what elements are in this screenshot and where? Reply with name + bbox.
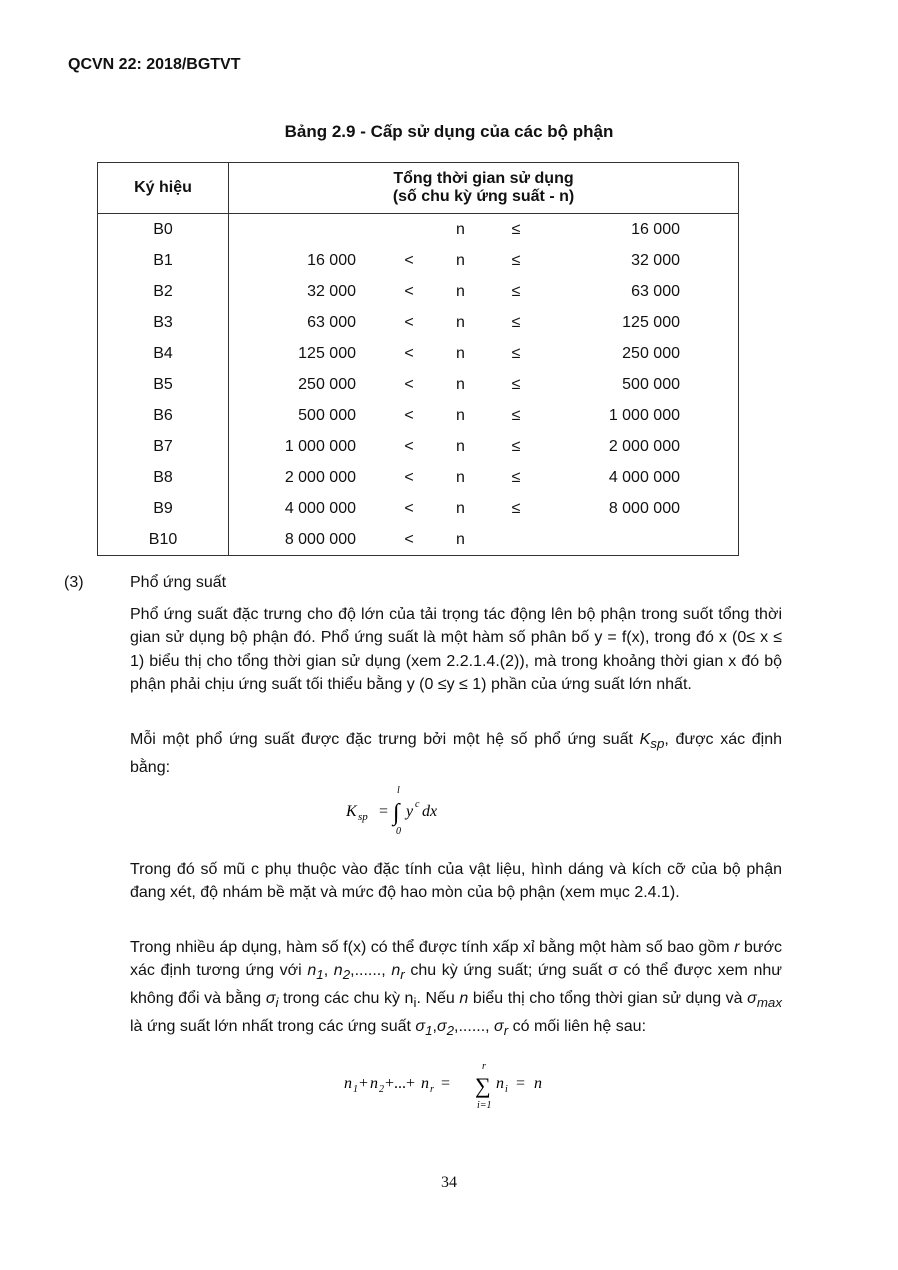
row-symbol: B7 xyxy=(98,431,229,462)
row-symbol: B6 xyxy=(98,400,229,431)
symbol-sigma-i: σ xyxy=(265,990,276,1007)
row-upper-bound: 250 000 xyxy=(622,344,680,362)
row-lower-bound: 63 000 xyxy=(307,313,356,331)
symbol-nr-sub: r xyxy=(400,967,405,983)
symbol-n1: n xyxy=(307,962,317,980)
symbol-n2: n xyxy=(333,962,343,980)
f2-ni: n xyxy=(496,1075,504,1092)
row-less-than: < xyxy=(404,344,414,362)
symbol-sigma-2: σ xyxy=(436,1017,447,1035)
row-usage-range: 63 000 < n ≤ 125 000 xyxy=(229,307,739,338)
row-usage-range: 4 000 000 < n ≤ 8 000 000 xyxy=(229,493,739,524)
formula-ksp-exp: c xyxy=(415,799,420,810)
row-lower-bound: 32 000 xyxy=(307,282,356,300)
row-usage-range: 8 000 000 < n xyxy=(229,524,739,556)
symbol-sigma-max: σ xyxy=(747,990,757,1007)
row-less-than: < xyxy=(404,530,414,548)
symbol-r: r xyxy=(734,939,740,956)
row-less-equal: ≤ xyxy=(511,282,521,300)
usage-class-table xyxy=(97,162,739,556)
row-lower-bound: 250 000 xyxy=(298,375,356,393)
row-upper-bound: 8 000 000 xyxy=(608,499,680,517)
formula-ksp-upper: l xyxy=(397,785,400,796)
row-less-than: < xyxy=(404,251,414,269)
symbol-sigma-r-sub: r xyxy=(503,1022,509,1038)
row-symbol: B5 xyxy=(98,369,229,400)
f2-nr-sub: r xyxy=(430,1084,434,1095)
text: biểu thị cho tổng thời gian sử dụng và xyxy=(468,990,748,1007)
row-lower-bound: 500 000 xyxy=(298,406,356,424)
row-usage-range: n ≤ 16 000 xyxy=(229,214,739,246)
symbol-ni-sub: i xyxy=(413,995,417,1011)
formula-ksp-lower: 0 xyxy=(396,826,401,837)
row-usage-range: 16 000 < n ≤ 32 000 xyxy=(229,245,739,276)
row-symbol: B10 xyxy=(98,524,229,556)
symbol-n2-sub: 2 xyxy=(342,967,351,983)
text: trong các chu kỳ n xyxy=(278,990,414,1007)
row-symbol: B1 xyxy=(98,245,229,276)
row-usage-range: 2 000 000 < n ≤ 4 000 000 xyxy=(229,462,739,493)
table-row xyxy=(98,338,739,369)
row-lower-bound: 16 000 xyxy=(307,251,356,269)
header-usage-line1: Tổng thời gian sử dụng xyxy=(393,170,574,187)
symbol-sigma-1-sub: 1 xyxy=(425,1022,433,1038)
row-less-equal: ≤ xyxy=(511,437,521,455)
table-row xyxy=(98,431,739,462)
f2-n1-sub: 1 xyxy=(353,1084,358,1095)
f2-sum-lower: i=1 xyxy=(477,1100,492,1111)
table-row xyxy=(98,493,739,524)
row-usage-range: 1 000 000 < n ≤ 2 000 000 xyxy=(229,431,739,462)
symbol-nr: n xyxy=(391,962,401,980)
row-less-equal: ≤ xyxy=(511,313,521,331)
text: là ứng suất lớn nhất trong các ứng suất xyxy=(130,1017,416,1035)
table-row xyxy=(98,400,739,431)
row-upper-bound: 1 000 000 xyxy=(608,406,680,424)
symbol-k: K xyxy=(639,731,651,748)
table-header-row xyxy=(98,163,739,214)
row-less-equal: ≤ xyxy=(511,499,521,517)
row-upper-bound: 500 000 xyxy=(622,375,680,393)
f2-rhs: n xyxy=(534,1075,542,1092)
table-caption: Bảng 2.9 - Cấp sử dụng của các bộ phận xyxy=(284,122,614,141)
row-less-equal: ≤ xyxy=(511,406,521,424)
row-lower-bound: 2 000 000 xyxy=(284,468,356,486)
text: bước xác định tương ứng với xyxy=(130,939,783,980)
row-upper-bound: 32 000 xyxy=(631,251,680,269)
paragraph-approximation xyxy=(130,936,782,1042)
text: có mối liên hệ sau: xyxy=(508,1017,647,1035)
row-usage-range: 500 000 < n ≤ 1 000 000 xyxy=(229,400,739,431)
row-less-than: < xyxy=(404,406,414,424)
symbol-n: n xyxy=(459,990,469,1007)
symbol-k-sub: sp xyxy=(650,736,665,752)
row-usage-range: 32 000 < n ≤ 63 000 xyxy=(229,276,739,307)
row-less-than: < xyxy=(404,468,414,486)
formula-ksp-body: y xyxy=(406,803,414,820)
row-lower-bound: 125 000 xyxy=(298,344,356,362)
row-upper-bound: 125 000 xyxy=(622,313,680,331)
row-less-equal: ≤ xyxy=(511,344,521,362)
row-less-than: < xyxy=(404,499,414,517)
f2-sigma: ∑ xyxy=(475,1073,491,1098)
table-row xyxy=(98,524,739,556)
paragraph-exponent: Trong đó số mũ c phụ thuộc vào đặc tính của vật liệu, hình dáng và kích cỡ của bộ phận đang xét, độ nhám bề mặt và mức độ hao mòn của bộ phận (xem mục 2.4.1). xyxy=(130,861,782,902)
f2-n2: n xyxy=(370,1075,378,1092)
text: ,......, xyxy=(350,962,392,980)
section-number: (3) xyxy=(64,574,84,591)
table-row xyxy=(98,462,739,493)
header-symbol: Ký hiệu xyxy=(98,163,229,214)
row-less-than: < xyxy=(404,282,414,300)
row-symbol: B9 xyxy=(98,493,229,524)
formula-ksp-eq: = xyxy=(379,803,389,820)
text: ,......, xyxy=(454,1017,495,1035)
row-symbol: B8 xyxy=(98,462,229,493)
row-lower-bound: 8 000 000 xyxy=(284,530,356,548)
symbol-sigma-1: σ xyxy=(415,1017,426,1035)
f2-nr: n xyxy=(421,1075,429,1092)
f2-eq1: = xyxy=(441,1075,451,1092)
row-less-than: < xyxy=(404,375,414,393)
f2-plus: + xyxy=(359,1075,369,1092)
table-row xyxy=(98,245,739,276)
formula-ksp-dx: dx xyxy=(422,803,438,820)
row-symbol: B0 xyxy=(98,214,229,246)
f2-sum-upper: r xyxy=(482,1061,486,1072)
row-less-equal: ≤ xyxy=(511,375,521,393)
paragraph-stress-spectrum: Phổ ứng suất đặc trưng cho độ lớn của tải trọng tác động lên bộ phận trong suốt tổng thời gian sử dụng bộ phận đó. Phổ ứng suất là một hàm số phân bố y = f(x), trong đó x (0≤ x ≤ 1) biểu thị cho tổng thời gian sử dụng (xem 2.2.1.4.(2)), mà trong khoảng thời gian x đó bộ phận phải chịu ứng suất tối thiểu bằng y (0 ≤y ≤ 1) phần của ứng suất lớn nhất. xyxy=(130,606,782,694)
header-usage-line2: (số chu kỳ ứng suất - n) xyxy=(392,188,575,205)
f2-eq2: = xyxy=(516,1075,526,1092)
row-upper-bound: 2 000 000 xyxy=(608,437,680,455)
symbol-sigma-2-sub: 2 xyxy=(446,1022,455,1038)
row-usage-range: 125 000 < n ≤ 250 000 xyxy=(229,338,739,369)
formula-ksp-lhs-sub: sp xyxy=(358,811,368,823)
row-usage-range: 250 000 < n ≤ 500 000 xyxy=(229,369,739,400)
table-row xyxy=(98,276,739,307)
text: , được xác định bằng: xyxy=(130,731,783,776)
section-title: Phổ ứng suất xyxy=(130,574,227,591)
f2-ni-sub: i xyxy=(505,1084,508,1095)
table-row xyxy=(98,214,739,246)
row-less-than: < xyxy=(404,437,414,455)
row-symbol: B2 xyxy=(98,276,229,307)
page-number: 34 xyxy=(441,1174,457,1191)
row-less-than: < xyxy=(404,313,414,331)
document-header: QCVN 22: 2018/BGTVT xyxy=(68,56,241,73)
row-upper-bound: 63 000 xyxy=(631,282,680,300)
row-less-equal: ≤ xyxy=(511,468,521,486)
text: chu kỳ ứng suất; ứng suất σ có thể được xem như không đổi và bằng xyxy=(130,962,783,1007)
f2-mid: +...+ xyxy=(385,1075,416,1092)
table-row xyxy=(98,307,739,338)
row-lower-bound: 4 000 000 xyxy=(284,499,356,517)
text: Mỗi một phổ ứng suất được đặc trưng bởi một hệ số phổ ứng suất xyxy=(130,731,640,748)
formula-ksp-lhs: K xyxy=(346,803,357,820)
row-upper-bound: 16 000 xyxy=(631,220,680,238)
symbol-n1-sub: 1 xyxy=(316,967,324,983)
row-upper-bound: 4 000 000 xyxy=(608,468,680,486)
symbol-sigma-i-sub: i xyxy=(275,995,279,1011)
row-symbol: B3 xyxy=(98,307,229,338)
table-row xyxy=(98,369,739,400)
formula-ksp-integral: ∫ xyxy=(393,800,400,826)
text: , xyxy=(432,1017,437,1035)
row-lower-bound: 1 000 000 xyxy=(284,437,356,455)
symbol-sigma-r: σ xyxy=(494,1017,504,1035)
formula-sum-n xyxy=(344,1060,564,1112)
paragraph-spectrum-factor xyxy=(130,728,782,779)
header-usage xyxy=(229,163,739,214)
text: , xyxy=(323,962,334,980)
formula-ksp xyxy=(346,782,456,838)
symbol-sigma-max-sub: max xyxy=(756,995,783,1011)
row-less-equal: ≤ xyxy=(511,220,521,238)
text: . Nếu xyxy=(416,990,460,1007)
row-symbol: B4 xyxy=(98,338,229,369)
text: Trong nhiều áp dụng, hàm số f(x) có thể được tính xấp xỉ bằng một hàm số bao gồm xyxy=(130,939,735,956)
row-less-equal: ≤ xyxy=(511,251,521,269)
f2-n1: n xyxy=(344,1075,352,1092)
f2-n2-sub: 2 xyxy=(379,1084,384,1095)
